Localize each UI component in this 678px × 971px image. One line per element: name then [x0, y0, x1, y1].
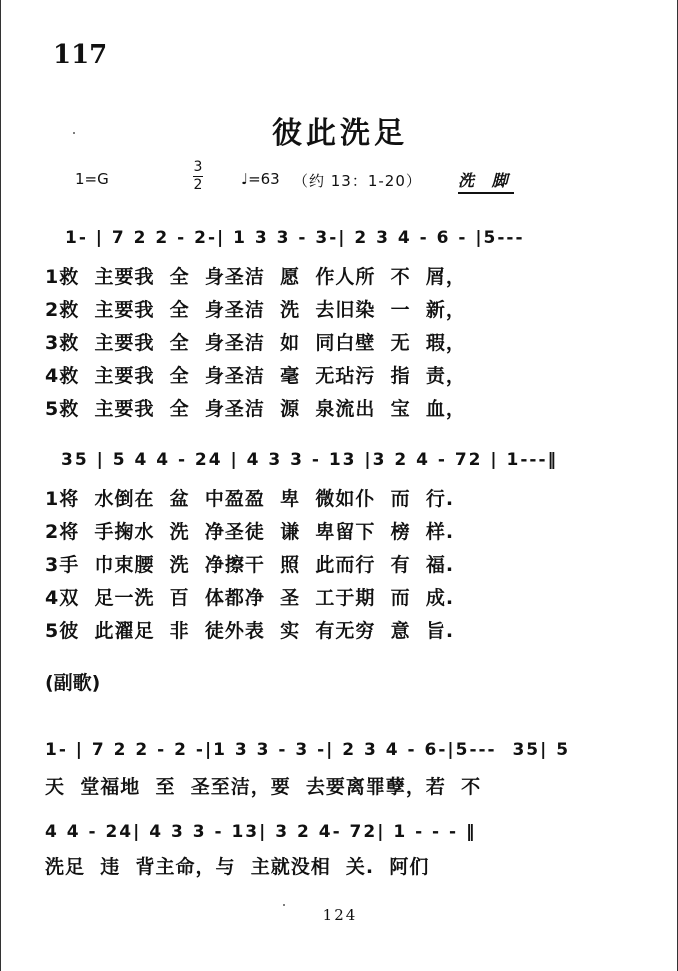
time-signature-bottom: 2: [193, 177, 203, 193]
verse-line2-lyric-3: 3手 巾束腰 洗 净擦干 照 此而行 有 福.: [45, 554, 455, 576]
time-signature-top: 3: [193, 159, 203, 175]
verse-line2-lyric-2: 2将 手掬水 洗 净圣徒 谦 卑留下 榜 样.: [45, 521, 455, 543]
scripture-reference: （约 13：1-20）: [293, 172, 422, 190]
time-signature: [193, 160, 203, 193]
hymn-title: 彼此洗足: [272, 116, 408, 151]
key-signature: 1=G: [75, 170, 109, 188]
verse-line1-notes: 1- | 7 2 2 - 2-| 1 3 3 - 3-| 2 3 4 - 6 - |5---: [65, 228, 525, 248]
chorus-line2-lyric: 洗足 违 背主命，与 主就没相 关. 阿们: [45, 856, 430, 878]
chorus-line1-notes: 1- | 7 2 2 - 2 -|1 3 3 - 3 -| 2 3 4 - 6-|5--- 35| 5: [45, 740, 571, 760]
speck: [73, 132, 75, 134]
verse-line1-lyric-5: 5救 主要我 全 身圣洁 源 泉流出 宝 血，: [45, 398, 466, 420]
verse-line1-lyric-2: 2救 主要我 全 身圣洁 洗 去旧染 一 新，: [45, 299, 466, 321]
page-number: 124: [322, 906, 358, 924]
chorus-label: (副歌): [45, 672, 101, 694]
verse-line2-notes: 35 | 5 4 4 - 24 | 4 3 3 - 13 |3 2 4 - 72 | 1---‖: [61, 450, 559, 470]
music-meta: [63, 160, 643, 200]
verse-line1-lyric-1: 1救 主要我 全 身圣洁 愿 作人所 不 屑，: [45, 266, 466, 288]
tempo-marking: ♩=63: [241, 170, 280, 188]
occasion-label: 洗 脚: [458, 168, 514, 194]
verse-line1-lyric-3: 3救 主要我 全 身圣洁 如 同白壁 无 瑕，: [45, 332, 466, 354]
verse-line2-lyric-4: 4双 足一洗 百 体都净 圣 工于期 而 成.: [45, 587, 455, 609]
verse-line1-lyric-4: 4救 主要我 全 身圣洁 毫 无玷污 指 责，: [45, 365, 466, 387]
verse-line2-lyric-1: 1将 水倒在 盆 中盈盈 卑 微如仆 而 行.: [45, 488, 455, 510]
speck: [283, 904, 285, 906]
chorus-line1-lyric: 天 堂福地 至 圣至洁，要 去要离罪孽，若 不: [45, 776, 482, 798]
verse-line2-lyric-5: 5彼 此濯足 非 徒外表 实 有无穷 意 旨.: [45, 620, 455, 642]
chorus-line2-notes: 4 4 - 24| 4 3 3 - 13| 3 2 4- 72| 1 - - - ‖: [45, 822, 477, 842]
hymn-number: 117: [53, 40, 108, 70]
